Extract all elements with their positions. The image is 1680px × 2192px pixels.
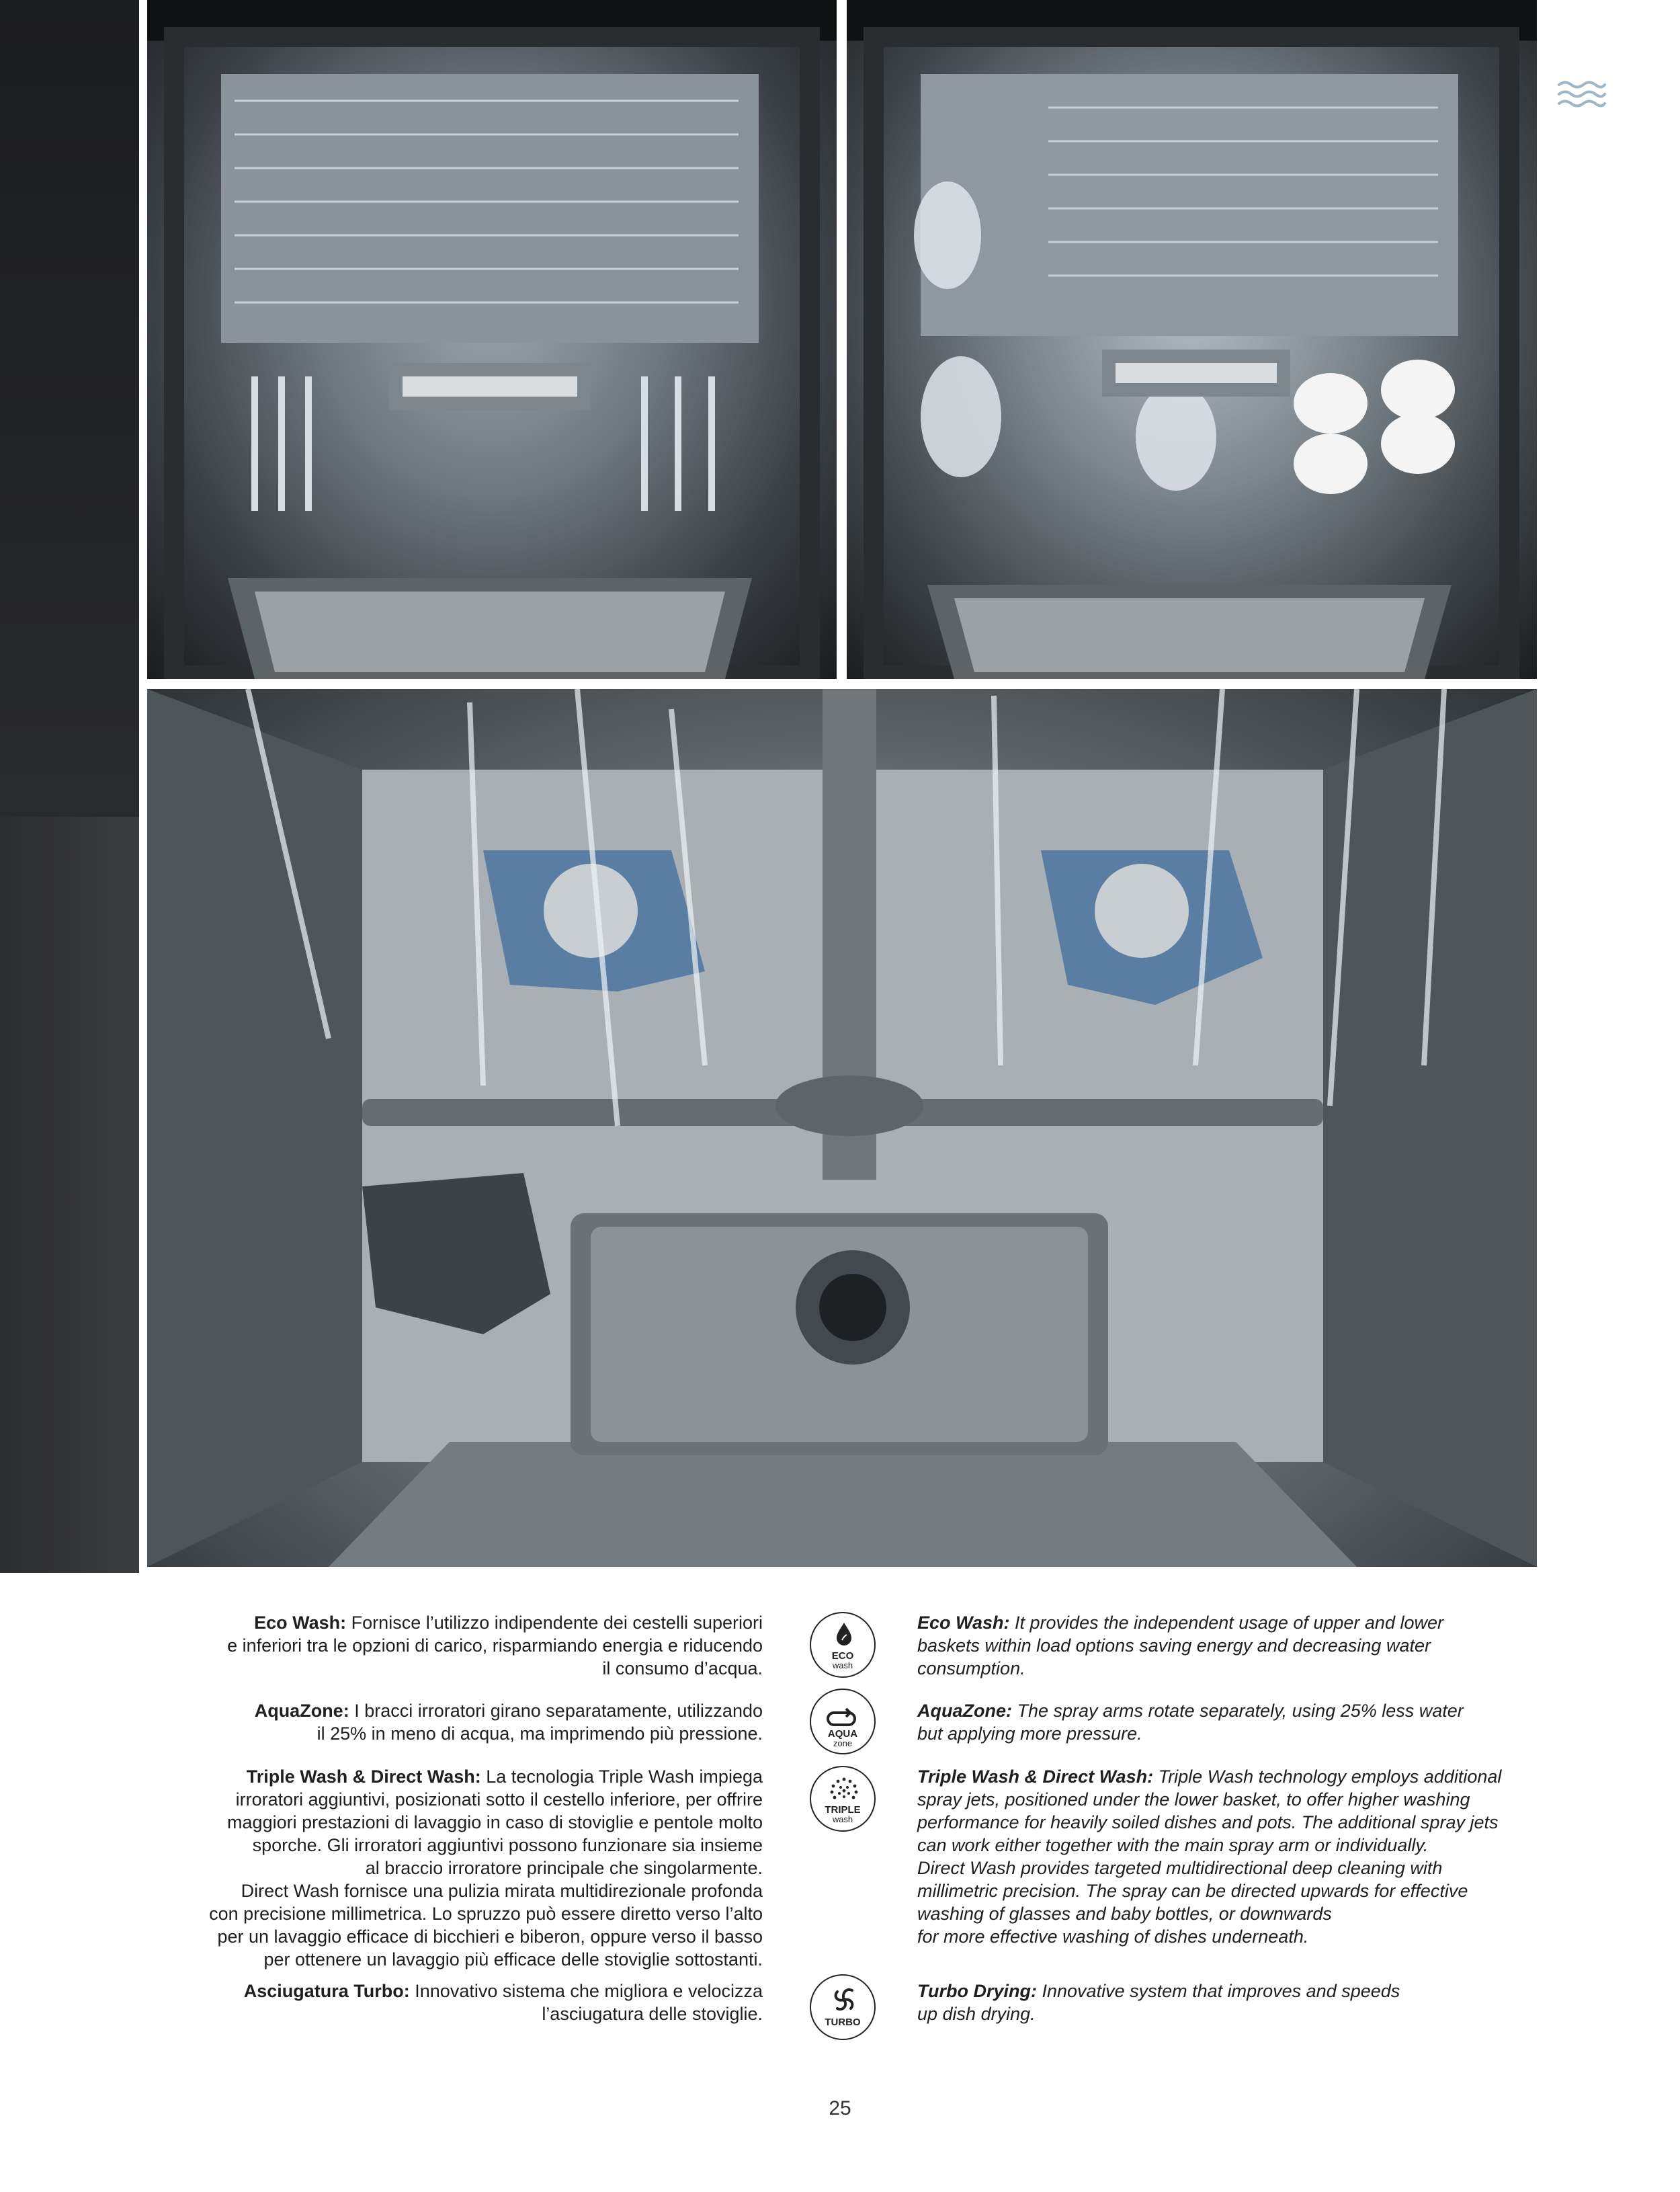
feature-aqua-it-title: AquaZone: — [254, 1701, 349, 1721]
triple-badge-label: TRIPLE — [825, 1804, 861, 1816]
turbo-drying-badge — [810, 1974, 876, 2040]
feature-turbo-en-text: Innovative system that improves and speeds up dish drying. — [917, 1981, 1400, 2024]
page-number: 25 — [829, 2097, 851, 2119]
feature-triple-italian — [118, 1765, 763, 1971]
aqua-badge-label: AQUA — [827, 1728, 858, 1740]
triple-wash-badge — [810, 1766, 876, 1832]
photo-dishwasher-glasses-cups — [847, 0, 1537, 679]
fan-swirl-icon — [811, 1976, 877, 2041]
aqua-badge-sublabel: zone — [833, 1738, 853, 1748]
feature-eco-it-text: Fornisce l’utilizzo indipendente dei cestelli superiori e inferiori tra le opzioni di carico, risparmiando energia e riducendo il consumo d’acqua. — [227, 1613, 763, 1678]
feature-eco-italian — [118, 1611, 763, 1680]
aqua-zone-badge — [810, 1689, 876, 1754]
feature-aqua-english — [917, 1699, 1542, 1745]
feature-aqua-en-title: AquaZone: — [917, 1701, 1012, 1721]
turbo-badge-label: TURBO — [825, 2017, 861, 2028]
feature-eco-en-title: Eco Wash: — [917, 1613, 1010, 1633]
feature-aqua-it-text: I bracci irroratori girano separatamente, utilizzando il 25% in meno di acqua, ma imprimendo più pressione. — [317, 1701, 763, 1744]
feature-triple-it-title: Triple Wash & Direct Wash: — [246, 1767, 481, 1787]
wave-icon — [1556, 79, 1607, 112]
eco-badge-label: ECO — [831, 1650, 854, 1662]
feature-turbo-italian — [118, 1980, 763, 2025]
feature-turbo-it-text: Innovativo sistema che migliora e velocizza l’asciugatura delle stoviglie. — [415, 1981, 763, 2024]
eco-wash-badge — [810, 1612, 876, 1678]
feature-aqua-italian — [118, 1699, 763, 1745]
feature-triple-english — [917, 1765, 1542, 1948]
feature-triple-en-title: Triple Wash & Direct Wash: — [917, 1767, 1154, 1787]
eco-badge-sublabel: wash — [832, 1660, 853, 1670]
triple-badge-sublabel: wash — [832, 1814, 853, 1824]
feature-turbo-en-title: Turbo Drying: — [917, 1981, 1037, 2001]
feature-eco-english — [917, 1611, 1542, 1680]
left-dark-band — [0, 0, 139, 1573]
feature-triple-en-text: Triple Wash technology employs additional spray jets, positioned under the lower basket, to offer higher washing performance for heavily soiled dishes and pots. The additional spray jets can work either together with the main spray arm or individually. Direct Wash provides targeted multidirectional deep cleaning with millimetric precision. The spray can be directed upwards for effective washing of glasses and baby bottles, or downwards for more effective washing of dishes underneath. — [917, 1767, 1502, 1947]
photo-dishwasher-spray-arm — [147, 689, 1537, 1567]
feature-turbo-it-title: Asciugatura Turbo: — [243, 1981, 410, 2001]
photo-dishwasher-cutlery-tray — [147, 0, 837, 679]
feature-turbo-english — [917, 1980, 1542, 2025]
feature-aqua-en-text: The spray arms rotate separately, using 25% less water but applying more pressure. — [917, 1701, 1464, 1744]
feature-eco-en-text: It provides the independent usage of upper and lower baskets within load options saving energy and decreasing water consumption. — [917, 1613, 1443, 1678]
feature-triple-it-text: La tecnologia Triple Wash impiega irroratori aggiuntivi, posizionati sotto il cestello inferiore, per offrire maggiori prestazioni di lavaggio in caso di stoviglie e pentole molto sporche. Gli irroratori aggiuntivi possono funzionare sia insieme al braccio irroratore principale che singolarmente. Direct Wash fornisce una pulizia mirata multidirezionale profonda con precisione millimetrica. Lo spruzzo può essere diretto verso l’alto per un lavaggio efficace di bicchieri e biberon, oppure verso il basso per ottenere un lavaggio più efficace delle stoviglie sottostanti. — [209, 1767, 763, 1970]
feature-eco-it-title: Eco Wash: — [254, 1613, 347, 1633]
